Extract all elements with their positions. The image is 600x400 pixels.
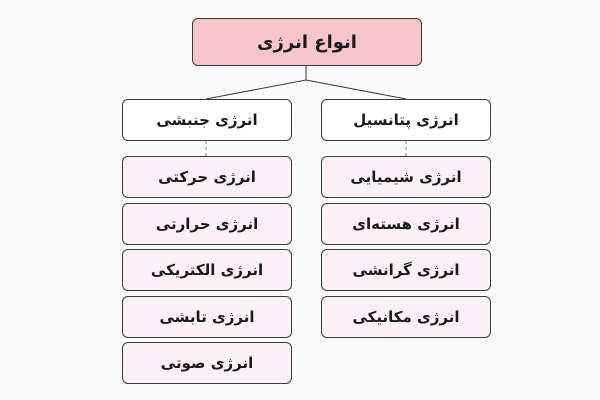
item-chemical-energy: انرژی شیمیایی [321,156,491,198]
diagram-title: انواع انرژی [192,18,422,66]
item-sound-energy: انرژی صوتی [122,342,292,384]
item-nuclear-energy: انرژی هسته‌ای [321,203,491,245]
item-radiant-energy: انرژی تابشی [122,296,292,338]
item-motion-energy: انرژی حرکتی [122,156,292,198]
category-kinetic-energy: انرژی جنبشی [122,99,292,141]
category-potential-energy: انرژی پتانسیل [321,99,491,141]
item-electrical-energy: انرژی الکتریکی [122,249,292,291]
item-thermal-energy: انرژی حرارتی [122,203,292,245]
connector-trunk-right [306,80,406,99]
connector-trunk-left [206,80,306,99]
item-gravitational-energy: انرژی گرانشی [321,249,491,291]
item-mechanical-energy: انرژی مکانیکی [321,296,491,338]
